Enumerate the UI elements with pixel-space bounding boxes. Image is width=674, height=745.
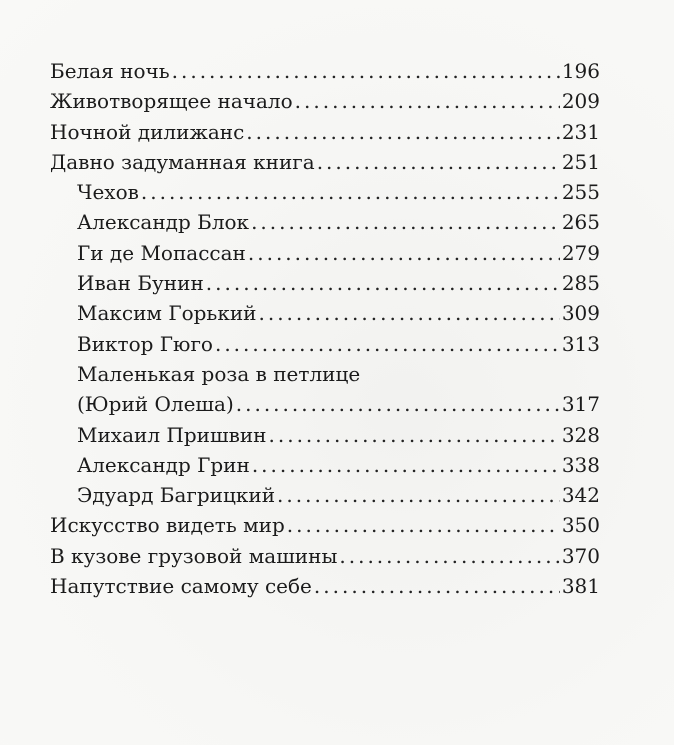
toc-entry-title: Ги де Мопассан (77, 240, 246, 265)
dot-leader (248, 238, 560, 268)
toc-entry (50, 541, 600, 571)
dot-leader (317, 147, 560, 177)
toc-entry-title: Ночной дилижанс (50, 119, 245, 144)
toc-entry (50, 56, 600, 86)
toc-subentry (50, 298, 600, 328)
dot-leader (269, 420, 560, 450)
toc-entry-title: Напутствие самому себе (50, 574, 312, 599)
toc-entry-title: Животворящее начало (50, 89, 293, 114)
table-of-contents (50, 56, 600, 601)
dot-leader (215, 329, 560, 359)
toc-entry-title: (Юрий Олеша) (77, 392, 234, 417)
toc-subentry (50, 480, 600, 510)
toc-entry-page: 251 (561, 149, 600, 174)
toc-entry-page: 209 (561, 89, 600, 114)
toc-entry (50, 117, 600, 147)
toc-subentry (50, 329, 600, 359)
toc-entry-title: Чехов (77, 180, 139, 205)
toc-entry (50, 86, 600, 116)
dot-leader (287, 510, 560, 540)
dot-leader (206, 268, 560, 298)
toc-entry-page: 313 (561, 331, 600, 356)
dot-leader (172, 56, 560, 86)
toc-entry-page: 255 (561, 180, 600, 205)
dot-leader (258, 298, 559, 328)
toc-entry-page: 309 (561, 301, 600, 326)
toc-entry (50, 147, 600, 177)
toc-entry-title: В кузове грузовой машины (50, 543, 338, 568)
toc-entry-title: Давно задуманная книга (50, 149, 315, 174)
toc-entry-page: 342 (561, 483, 600, 508)
toc-subentry (50, 238, 600, 268)
toc-entry-title: Александр Грин (77, 452, 250, 477)
toc-subentry (50, 389, 600, 419)
dot-leader (277, 480, 560, 510)
toc-entry-page: 196 (561, 59, 600, 83)
dot-leader (246, 117, 560, 147)
dot-leader (339, 541, 559, 571)
toc-entry-title: Искусство видеть мир (50, 513, 285, 538)
dot-leader (314, 571, 560, 601)
toc-entry-title: Максим Горький (77, 301, 257, 326)
toc-entry (50, 510, 600, 540)
toc-entry-title: Виктор Гюго (77, 331, 213, 356)
toc-entry-page: 338 (561, 452, 600, 477)
toc-entry-title: Иван Бунин (77, 271, 204, 296)
dot-leader (236, 389, 560, 419)
toc-entry-page: 381 (561, 574, 600, 599)
dot-leader (141, 177, 560, 207)
toc-subentry (50, 450, 600, 480)
toc-subentry (50, 207, 600, 237)
toc-entry-page: 285 (561, 271, 600, 296)
dot-leader (295, 86, 560, 116)
toc-entry (50, 571, 600, 601)
toc-subentry (50, 177, 600, 207)
toc-entry-title: Маленькая роза в петлице (77, 361, 361, 386)
toc-entry-page: 328 (561, 422, 600, 447)
toc-entry-page: 231 (561, 119, 600, 144)
toc-subentry (50, 420, 600, 450)
toc-entry-title: Михаил Пришвин (77, 422, 267, 447)
toc-entry-page: 350 (561, 513, 600, 538)
toc-entry-page: 265 (561, 210, 600, 235)
toc-entry-page: 279 (561, 240, 600, 265)
toc-entry-page: 317 (561, 392, 600, 417)
toc-subentry (50, 268, 600, 298)
toc-subentry-title-line (50, 359, 600, 389)
toc-entry-title: Белая ночь (50, 59, 170, 83)
dot-leader (251, 207, 560, 237)
dot-leader (252, 450, 560, 480)
toc-entry-page: 370 (561, 543, 600, 568)
toc-entry-title: Александр Блок (77, 210, 250, 235)
toc-entry-title: Эдуард Багрицкий (77, 483, 276, 508)
